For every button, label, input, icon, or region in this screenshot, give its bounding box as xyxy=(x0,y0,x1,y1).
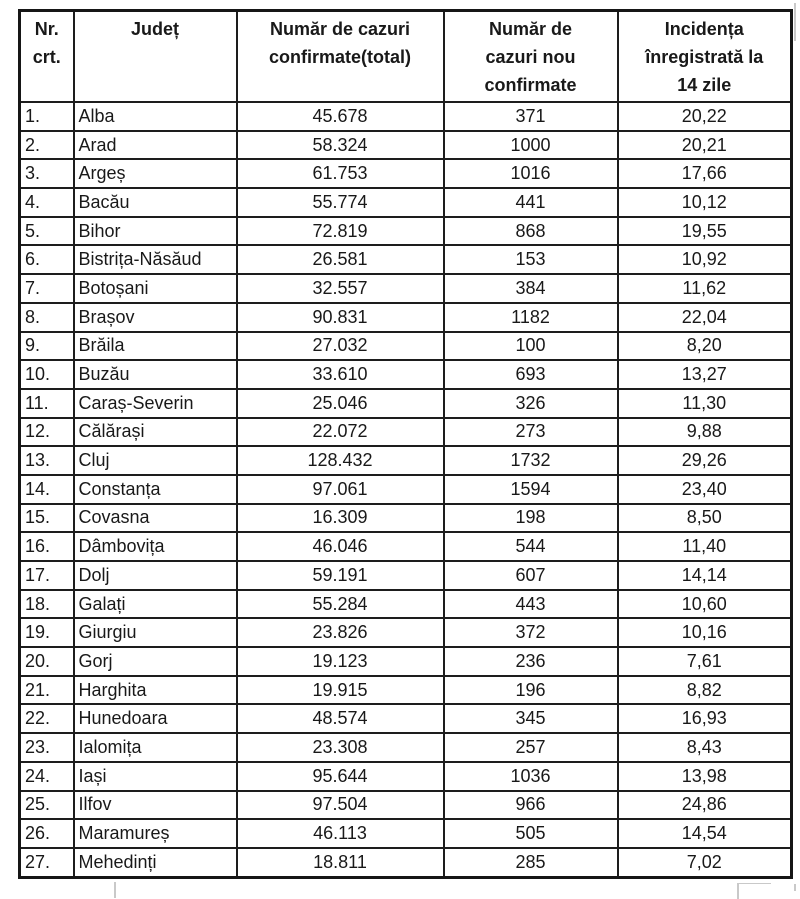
county-cell: Cluj xyxy=(74,446,237,475)
header-new-cases xyxy=(444,11,618,103)
row-number-cell: 7. xyxy=(20,274,74,303)
total-cases-cell: 32.557 xyxy=(237,274,444,303)
new-cases-cell: 372 xyxy=(444,618,618,647)
row-number-cell: 27. xyxy=(20,848,74,877)
county-cell: Bistrița-Năsăud xyxy=(74,245,237,274)
header-line: Nr. xyxy=(34,19,59,39)
row-number-cell: 21. xyxy=(20,676,74,705)
incidence-cell: 11,30 xyxy=(618,389,792,418)
header-line: cazuri nou xyxy=(485,47,576,67)
incidence-cell: 23,40 xyxy=(618,475,792,504)
new-cases-cell: 607 xyxy=(444,561,618,590)
row-number-cell: 16. xyxy=(20,532,74,561)
total-cases-cell: 23.308 xyxy=(237,733,444,762)
incidence-cell: 8,50 xyxy=(618,504,792,533)
incidence-cell: 14,14 xyxy=(618,561,792,590)
new-cases-cell: 326 xyxy=(444,389,618,418)
row-number-cell: 5. xyxy=(20,217,74,246)
new-cases-cell: 236 xyxy=(444,647,618,676)
total-cases-cell: 59.191 xyxy=(237,561,444,590)
total-cases-cell: 128.432 xyxy=(237,446,444,475)
header-line: Incidența xyxy=(664,19,744,39)
total-cases-cell: 46.113 xyxy=(237,819,444,848)
total-cases-cell: 33.610 xyxy=(237,360,444,389)
row-number-cell: 26. xyxy=(20,819,74,848)
county-cell: Gorj xyxy=(74,647,237,676)
total-cases-cell: 22.072 xyxy=(237,418,444,447)
county-cell: Ialomița xyxy=(74,733,237,762)
county-cell: Botoșani xyxy=(74,274,237,303)
row-number-cell: 6. xyxy=(20,245,74,274)
row-number-cell: 12. xyxy=(20,418,74,447)
new-cases-cell: 257 xyxy=(444,733,618,762)
incidence-cell: 9,88 xyxy=(618,418,792,447)
incidence-cell: 7,02 xyxy=(618,848,792,877)
table-row xyxy=(20,704,792,733)
county-cell: Covasna xyxy=(74,504,237,533)
incidence-cell: 29,26 xyxy=(618,446,792,475)
total-cases-cell: 45.678 xyxy=(237,102,444,131)
incidence-cell: 22,04 xyxy=(618,303,792,332)
table-row xyxy=(20,131,792,160)
table-row xyxy=(20,561,792,590)
header-line: crt. xyxy=(32,47,61,67)
county-cell: Dâmbovița xyxy=(74,532,237,561)
total-cases-cell: 16.309 xyxy=(237,504,444,533)
county-cell: Constanța xyxy=(74,475,237,504)
new-cases-cell: 1000 xyxy=(444,131,618,160)
county-cell: Arad xyxy=(74,131,237,160)
new-cases-cell: 1594 xyxy=(444,475,618,504)
new-cases-cell: 273 xyxy=(444,418,618,447)
new-cases-cell: 285 xyxy=(444,848,618,877)
row-number-cell: 20. xyxy=(20,647,74,676)
total-cases-cell: 55.774 xyxy=(237,188,444,217)
table-row xyxy=(20,360,792,389)
incidence-cell: 16,93 xyxy=(618,704,792,733)
county-cell: Brăila xyxy=(74,332,237,361)
new-cases-cell: 693 xyxy=(444,360,618,389)
total-cases-cell: 25.046 xyxy=(237,389,444,418)
header-line: Număr de xyxy=(488,19,573,39)
table-row xyxy=(20,245,792,274)
table-row xyxy=(20,159,792,188)
row-number-cell: 1. xyxy=(20,102,74,131)
table-row xyxy=(20,475,792,504)
header-line: confirmate(total) xyxy=(268,47,411,67)
row-number-cell: 19. xyxy=(20,618,74,647)
table-row xyxy=(20,791,792,820)
table-row xyxy=(20,848,792,877)
crop-artifact-line xyxy=(114,882,116,898)
row-number-cell: 22. xyxy=(20,704,74,733)
total-cases-cell: 72.819 xyxy=(237,217,444,246)
new-cases-cell: 868 xyxy=(444,217,618,246)
incidence-cell: 19,55 xyxy=(618,217,792,246)
row-number-cell: 24. xyxy=(20,762,74,791)
row-number-cell: 18. xyxy=(20,590,74,619)
total-cases-cell: 19.915 xyxy=(237,676,444,705)
new-cases-cell: 1016 xyxy=(444,159,618,188)
county-cell: Brașov xyxy=(74,303,237,332)
total-cases-cell: 95.644 xyxy=(237,762,444,791)
header-judet xyxy=(74,11,237,103)
table-row xyxy=(20,217,792,246)
header-line: 14 zile xyxy=(677,75,732,95)
row-number-cell: 25. xyxy=(20,791,74,820)
incidence-cell: 8,20 xyxy=(618,332,792,361)
new-cases-cell: 371 xyxy=(444,102,618,131)
county-cell: Călărași xyxy=(74,418,237,447)
county-cell: Bacău xyxy=(74,188,237,217)
incidence-cell: 24,86 xyxy=(618,791,792,820)
new-cases-cell: 1182 xyxy=(444,303,618,332)
county-cell: Caraș-Severin xyxy=(74,389,237,418)
incidence-cell: 10,12 xyxy=(618,188,792,217)
table-row xyxy=(20,504,792,533)
total-cases-cell: 55.284 xyxy=(237,590,444,619)
new-cases-cell: 505 xyxy=(444,819,618,848)
total-cases-cell: 97.061 xyxy=(237,475,444,504)
table-row xyxy=(20,303,792,332)
table-row xyxy=(20,819,792,848)
table-row xyxy=(20,733,792,762)
crop-artifact-line xyxy=(794,884,796,891)
row-number-cell: 13. xyxy=(20,446,74,475)
total-cases-cell: 18.811 xyxy=(237,848,444,877)
county-cell: Giurgiu xyxy=(74,618,237,647)
county-cell: Buzău xyxy=(74,360,237,389)
header-line: înregistrată la xyxy=(645,47,764,67)
row-number-cell: 14. xyxy=(20,475,74,504)
new-cases-cell: 544 xyxy=(444,532,618,561)
table-row xyxy=(20,532,792,561)
row-number-cell: 3. xyxy=(20,159,74,188)
table-row xyxy=(20,332,792,361)
county-cell: Iași xyxy=(74,762,237,791)
covid-counties-table xyxy=(18,9,793,879)
incidence-cell: 7,61 xyxy=(618,647,792,676)
row-number-cell: 9. xyxy=(20,332,74,361)
table-row xyxy=(20,590,792,619)
total-cases-cell: 46.046 xyxy=(237,532,444,561)
table-row xyxy=(20,762,792,791)
table-row xyxy=(20,188,792,217)
row-number-cell: 8. xyxy=(20,303,74,332)
table-row xyxy=(20,389,792,418)
total-cases-cell: 26.581 xyxy=(237,245,444,274)
new-cases-cell: 196 xyxy=(444,676,618,705)
row-number-cell: 15. xyxy=(20,504,74,533)
total-cases-cell: 58.324 xyxy=(237,131,444,160)
incidence-cell: 11,62 xyxy=(618,274,792,303)
incidence-cell: 8,43 xyxy=(618,733,792,762)
row-number-cell: 2. xyxy=(20,131,74,160)
table-row xyxy=(20,647,792,676)
row-number-cell: 4. xyxy=(20,188,74,217)
header-row xyxy=(20,11,792,103)
county-cell: Ilfov xyxy=(74,791,237,820)
incidence-cell: 10,92 xyxy=(618,245,792,274)
header-line: confirmate xyxy=(484,75,577,95)
table-row xyxy=(20,102,792,131)
county-cell: Dolj xyxy=(74,561,237,590)
new-cases-cell: 384 xyxy=(444,274,618,303)
county-cell: Galați xyxy=(74,590,237,619)
county-cell: Alba xyxy=(74,102,237,131)
new-cases-cell: 153 xyxy=(444,245,618,274)
header-total-cases xyxy=(237,11,444,103)
county-cell: Harghita xyxy=(74,676,237,705)
county-cell: Bihor xyxy=(74,217,237,246)
new-cases-cell: 1732 xyxy=(444,446,618,475)
new-cases-cell: 966 xyxy=(444,791,618,820)
row-number-cell: 17. xyxy=(20,561,74,590)
total-cases-cell: 90.831 xyxy=(237,303,444,332)
row-number-cell: 11. xyxy=(20,389,74,418)
incidence-cell: 8,82 xyxy=(618,676,792,705)
total-cases-cell: 27.032 xyxy=(237,332,444,361)
row-number-cell: 23. xyxy=(20,733,74,762)
new-cases-cell: 443 xyxy=(444,590,618,619)
incidence-cell: 13,27 xyxy=(618,360,792,389)
county-cell: Maramureș xyxy=(74,819,237,848)
table-row xyxy=(20,418,792,447)
county-cell: Argeș xyxy=(74,159,237,188)
table-body xyxy=(20,102,792,877)
total-cases-cell: 97.504 xyxy=(237,791,444,820)
header-incidence xyxy=(618,11,792,103)
crop-artifact-line xyxy=(737,883,739,899)
total-cases-cell: 61.753 xyxy=(237,159,444,188)
new-cases-cell: 198 xyxy=(444,504,618,533)
incidence-cell: 10,16 xyxy=(618,618,792,647)
new-cases-cell: 345 xyxy=(444,704,618,733)
total-cases-cell: 23.826 xyxy=(237,618,444,647)
crop-artifact-line xyxy=(737,883,771,884)
county-cell: Mehedinți xyxy=(74,848,237,877)
header-nr-crt xyxy=(20,11,74,103)
incidence-cell: 13,98 xyxy=(618,762,792,791)
total-cases-cell: 19.123 xyxy=(237,647,444,676)
table-row xyxy=(20,676,792,705)
new-cases-cell: 441 xyxy=(444,188,618,217)
incidence-cell: 17,66 xyxy=(618,159,792,188)
new-cases-cell: 1036 xyxy=(444,762,618,791)
incidence-cell: 20,21 xyxy=(618,131,792,160)
incidence-cell: 14,54 xyxy=(618,819,792,848)
table-row xyxy=(20,274,792,303)
crop-artifact-line xyxy=(794,3,796,41)
header-line: Județ xyxy=(130,19,179,39)
total-cases-cell: 48.574 xyxy=(237,704,444,733)
new-cases-cell: 100 xyxy=(444,332,618,361)
table-row xyxy=(20,618,792,647)
incidence-cell: 11,40 xyxy=(618,532,792,561)
incidence-cell: 20,22 xyxy=(618,102,792,131)
county-cell: Hunedoara xyxy=(74,704,237,733)
header-line: Număr de cazuri xyxy=(269,19,411,39)
table-row xyxy=(20,446,792,475)
incidence-cell: 10,60 xyxy=(618,590,792,619)
row-number-cell: 10. xyxy=(20,360,74,389)
